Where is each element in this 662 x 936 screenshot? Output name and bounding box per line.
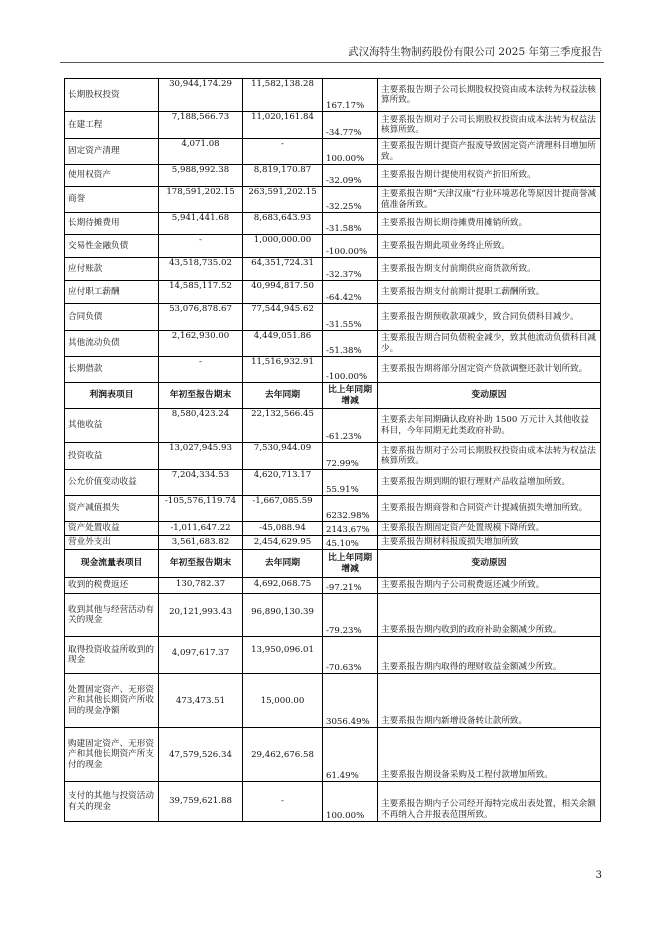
table-row bbox=[65, 357, 601, 383]
item-name: 收到其他与经营活动有关的现金 bbox=[65, 594, 159, 637]
page-number: 3 bbox=[595, 870, 602, 881]
item-name: 取得投资收益所收到的现金 bbox=[65, 637, 159, 674]
table-row bbox=[65, 594, 601, 637]
change-reason: 主要系报告期商誉和合同资产计提减值损失增加所致。 bbox=[378, 496, 601, 522]
change-percent: -97.21% bbox=[323, 578, 378, 594]
table-row bbox=[65, 187, 601, 213]
change-percent: 72.99% bbox=[323, 443, 378, 470]
item-name: 长期借款 bbox=[65, 357, 159, 383]
table-row bbox=[65, 782, 601, 822]
income-section-header bbox=[65, 383, 601, 409]
current-value: 4,097,617.37 bbox=[159, 637, 243, 674]
table-row bbox=[65, 235, 601, 258]
item-name: 其他流动负债 bbox=[65, 331, 159, 357]
item-name: 固定资产清理 bbox=[65, 139, 159, 165]
header-divider bbox=[60, 62, 604, 63]
change-percent: 6232.98% bbox=[323, 496, 378, 522]
change-percent: 100.00% bbox=[323, 139, 378, 165]
current-value: - bbox=[159, 235, 243, 258]
change-percent: 2143.67% bbox=[323, 522, 378, 536]
current-value: 8,580,423.24 bbox=[159, 409, 243, 443]
current-value: 14,585,117.52 bbox=[159, 281, 243, 304]
change-reason: 主要系报告期计提资产报废导致固定资产清理科目增加所致。 bbox=[378, 139, 601, 165]
item-name: 商誉 bbox=[65, 187, 159, 213]
item-name: 应付职工薪酬 bbox=[65, 281, 159, 304]
item-name: 购建固定资产、无形资产和其他长期资产所支付的现金 bbox=[65, 728, 159, 782]
column-header-current: 年初至报告期末 bbox=[159, 383, 243, 409]
change-percent: -51.38% bbox=[323, 331, 378, 357]
item-name: 投资收益 bbox=[65, 443, 159, 470]
prior-value: 7,530,944.09 bbox=[243, 443, 323, 470]
change-reason: 主要系报告期内收到的政府补助金额减少所致。 bbox=[378, 594, 601, 637]
prior-value: 11,020,161.84 bbox=[243, 112, 323, 139]
item-name: 应付账款 bbox=[65, 258, 159, 281]
financial-changes-table bbox=[64, 78, 601, 822]
prior-value: 8,683,643.93 bbox=[243, 213, 323, 235]
change-reason: 主要系报告期支付前期供应商货款所致。 bbox=[378, 258, 601, 281]
prior-value: 77,544,945.62 bbox=[243, 304, 323, 331]
change-percent: -64.42% bbox=[323, 281, 378, 304]
item-name: 资产减值损失 bbox=[65, 496, 159, 522]
change-reason: 主要系报告期对子公司长期股权投资由成本法转为权益法核算所致。 bbox=[378, 443, 601, 470]
current-value: 5,988,992.38 bbox=[159, 165, 243, 187]
table-row bbox=[65, 258, 601, 281]
item-name: 长期待摊费用 bbox=[65, 213, 159, 235]
prior-value: 96,890,130.39 bbox=[243, 594, 323, 637]
table-row bbox=[65, 496, 601, 522]
table-row bbox=[65, 331, 601, 357]
table-row bbox=[65, 213, 601, 235]
table-row bbox=[65, 443, 601, 470]
column-header-reason: 变动原因 bbox=[378, 383, 601, 409]
change-reason: 主要系报告期固定资产处置规模下降所致。 bbox=[378, 522, 601, 536]
change-percent: 61.49% bbox=[323, 728, 378, 782]
change-percent: -61.23% bbox=[323, 409, 378, 443]
column-header-reason: 变动原因 bbox=[378, 550, 601, 578]
item-name: 合同负债 bbox=[65, 304, 159, 331]
current-value: -105,576,119.74 bbox=[159, 496, 243, 522]
change-percent: -32.37% bbox=[323, 258, 378, 281]
prior-value: 29,462,676.58 bbox=[243, 728, 323, 782]
change-percent: 3056.49% bbox=[323, 674, 378, 728]
prior-value: 1,000,000.00 bbox=[243, 235, 323, 258]
current-value: 473,473.51 bbox=[159, 674, 243, 728]
change-percent: -79.23% bbox=[323, 594, 378, 637]
table-row bbox=[65, 578, 601, 594]
table-row bbox=[65, 409, 601, 443]
item-name: 收到的税费返还 bbox=[65, 578, 159, 594]
change-reason: 主要系报告期预收款项减少，致合同负债科目减少。 bbox=[378, 304, 601, 331]
prior-value: 64,351,724.31 bbox=[243, 258, 323, 281]
prior-value: 4,449,051.86 bbox=[243, 331, 323, 357]
change-reason: 主要系报告期材料报废损失增加所致 bbox=[378, 536, 601, 550]
change-percent: 55.91% bbox=[323, 470, 378, 496]
current-value: 53,076,878.67 bbox=[159, 304, 243, 331]
change-percent: 45.10% bbox=[323, 536, 378, 550]
change-percent: 167.17% bbox=[323, 79, 378, 112]
current-value: 20,121,993.43 bbox=[159, 594, 243, 637]
current-value: - bbox=[159, 357, 243, 383]
change-percent: -31.58% bbox=[323, 213, 378, 235]
table-row bbox=[65, 139, 601, 165]
prior-value: 11,582,138.28 bbox=[243, 79, 323, 112]
table-row bbox=[65, 674, 601, 728]
prior-value: -1,667,085.59 bbox=[243, 496, 323, 522]
prior-value: 4,620,713.17 bbox=[243, 470, 323, 496]
column-header-prior: 去年同期 bbox=[243, 550, 323, 578]
column-header-item: 现金流量表项目 bbox=[65, 550, 159, 578]
current-value: 3,561,683.82 bbox=[159, 536, 243, 550]
prior-value: 4,692,068.75 bbox=[243, 578, 323, 594]
current-value: 47,579,526.34 bbox=[159, 728, 243, 782]
item-name: 使用权资产 bbox=[65, 165, 159, 187]
table-row bbox=[65, 728, 601, 782]
column-header-prior: 去年同期 bbox=[243, 383, 323, 409]
change-reason: 主要系报告期计提使用权资产折旧所致。 bbox=[378, 165, 601, 187]
change-reason: 主要系报告期“天津汉康”行业环境恶化等原因计提商誉减值准备所致。 bbox=[378, 187, 601, 213]
current-value: 39,759,621.88 bbox=[159, 782, 243, 822]
table-row bbox=[65, 637, 601, 674]
change-reason: 主要系报告期到期的银行理财产品收益增加所致。 bbox=[378, 470, 601, 496]
table-row bbox=[65, 522, 601, 536]
item-name: 公允价值变动收益 bbox=[65, 470, 159, 496]
prior-value: 40,994,817.50 bbox=[243, 281, 323, 304]
change-reason: 主要系报告期合同负债税金减少，致其他流动负债科目减少。 bbox=[378, 331, 601, 357]
column-header-current: 年初至报告期末 bbox=[159, 550, 243, 578]
column-header-change: 比上年同期增减 bbox=[323, 383, 378, 409]
item-name: 交易性金融负债 bbox=[65, 235, 159, 258]
change-percent: -32.25% bbox=[323, 187, 378, 213]
prior-value: 13,950,096.01 bbox=[243, 637, 323, 674]
prior-value: 2,454,629.95 bbox=[243, 536, 323, 550]
table-row bbox=[65, 281, 601, 304]
current-value: 2,162,930.00 bbox=[159, 331, 243, 357]
current-value: 30,944,174.29 bbox=[159, 79, 243, 112]
change-reason: 主要系报告期内子公司经开海特完成出表处置，相关余额不再纳入合并报表范围所致。 bbox=[378, 782, 601, 822]
change-reason: 主要系报告期内新增设备转让款所致。 bbox=[378, 674, 601, 728]
prior-value: - bbox=[243, 139, 323, 165]
current-value: 43,518,735.02 bbox=[159, 258, 243, 281]
change-reason: 主要系报告期内取得的理财收益金额减少所致。 bbox=[378, 637, 601, 674]
change-reason: 主要系报告期支付前期计提职工薪酬所致。 bbox=[378, 281, 601, 304]
table-row bbox=[65, 536, 601, 550]
prior-value: - bbox=[243, 782, 323, 822]
current-value: 178,591,202.15 bbox=[159, 187, 243, 213]
current-value: 4,071.08 bbox=[159, 139, 243, 165]
change-reason: 主要系报告期将部分固定资产贷款调整还款计划所致。 bbox=[378, 357, 601, 383]
item-name: 支付的其他与投资活动有关的现金 bbox=[65, 782, 159, 822]
item-name: 长期股权投资 bbox=[65, 79, 159, 112]
change-reason: 主要系报告期长期待摊费用摊销所致。 bbox=[378, 213, 601, 235]
item-name: 其他收益 bbox=[65, 409, 159, 443]
item-name: 营业外支出 bbox=[65, 536, 159, 550]
current-value: 7,204,334.53 bbox=[159, 470, 243, 496]
table-row bbox=[65, 470, 601, 496]
prior-value: 8,819,170.87 bbox=[243, 165, 323, 187]
item-name: 资产处置收益 bbox=[65, 522, 159, 536]
current-value: -1,011,647.22 bbox=[159, 522, 243, 536]
table-row bbox=[65, 79, 601, 112]
prior-value: -45,088.94 bbox=[243, 522, 323, 536]
current-value: 13,027,945.93 bbox=[159, 443, 243, 470]
table-row bbox=[65, 304, 601, 331]
change-percent: -32.09% bbox=[323, 165, 378, 187]
item-name: 在建工程 bbox=[65, 112, 159, 139]
change-percent: -100.00% bbox=[323, 357, 378, 383]
cashflow-section-header bbox=[65, 550, 601, 578]
report-header-title: 武汉海特生物制药股份有限公司 2025 年第三季度报告 bbox=[348, 46, 602, 58]
current-value: 130,782.37 bbox=[159, 578, 243, 594]
change-reason: 主要系报告期子公司长期股权投资由成本法转为权益法核算所致。 bbox=[378, 79, 601, 112]
change-reason: 主要系报告期设备采购及工程付款增加所致。 bbox=[378, 728, 601, 782]
column-header-change: 比上年同期增减 bbox=[323, 550, 378, 578]
change-percent: -100.00% bbox=[323, 235, 378, 258]
change-percent: -31.55% bbox=[323, 304, 378, 331]
column-header-item: 利润表项目 bbox=[65, 383, 159, 409]
change-percent: 100.00% bbox=[323, 782, 378, 822]
table-row bbox=[65, 112, 601, 139]
current-value: 5,941,441.68 bbox=[159, 213, 243, 235]
change-reason: 主要系去年同期确认政府补助 1500 万元计入其他收益科目，今年同期无此类政府补助。 bbox=[378, 409, 601, 443]
change-percent: -34.77% bbox=[323, 112, 378, 139]
change-reason: 主要系报告期内子公司税费返还减少所致。 bbox=[378, 578, 601, 594]
current-value: 7,188,566.73 bbox=[159, 112, 243, 139]
prior-value: 11,516,932.91 bbox=[243, 357, 323, 383]
item-name: 处置固定资产、无形资产和其他长期资产所收回的现金净额 bbox=[65, 674, 159, 728]
change-percent: -70.63% bbox=[323, 637, 378, 674]
prior-value: 22,132,566.45 bbox=[243, 409, 323, 443]
prior-value: 263,591,202.15 bbox=[243, 187, 323, 213]
prior-value: 15,000.00 bbox=[243, 674, 323, 728]
table-row bbox=[65, 165, 601, 187]
change-reason: 主要系报告期对子公司长期股权投资由成本法转为权益法核算所致。 bbox=[378, 112, 601, 139]
change-reason: 主要系报告期此项业务终止所致。 bbox=[378, 235, 601, 258]
